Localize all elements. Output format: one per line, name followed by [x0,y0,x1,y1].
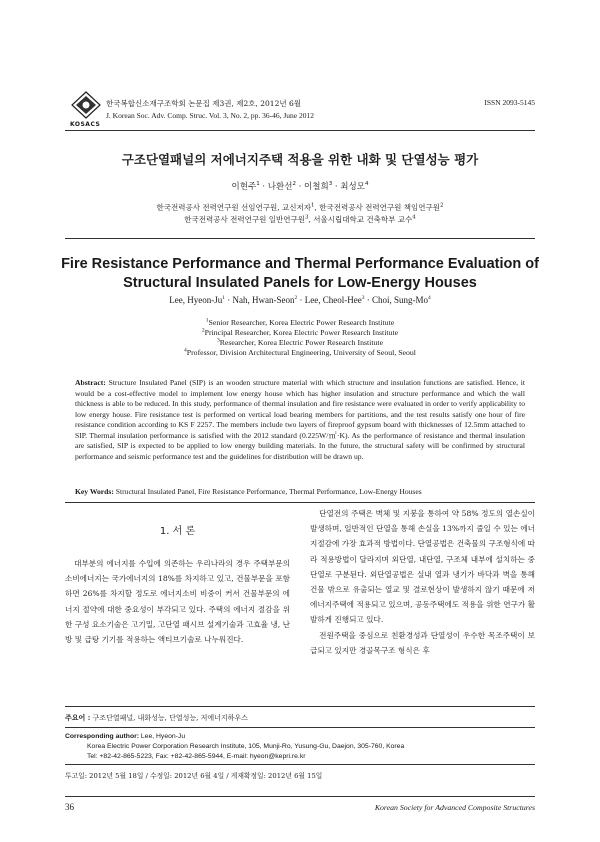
right-paragraph-1: 단열전의 주택은 벽체 및 지붕을 통하여 약 58% 정도의 열손실이 발생하며, 일반적인 단열을 통해 손실을 13%까지 줄일 수 있는 에너지절감에 가장 효과적 방법이다. 단열공법은 건축물의 구조형식에 따라 적용방법이 달라지며 외단열, 내단열, 구조체 내부에 설치하는 중단열로 구분된다. 외단열공법은 실내 열과 냉기가 바닥과 벽을 통해 건물 밖으로 유출되는 열교 및 결로현상이 발생하지 않기 때문에 저에너지주택에 적용되고 있으며, 공동주택에도 적용을 위한 연구가 활발하게 진행되고 있다. [310,509,535,625]
affiliation-en-1 [0,318,600,327]
corresponding-address: Korea Electric Power Corporation Research Institute, 105, Munji-Ro, Yusung-Gu, Daejon, 305-760, Korea [87,743,405,750]
author-ko-4: 최성모 [340,182,365,192]
corresponding-contact: Tel: +82-42-865-5223, Fax: +82-42-865-5944, E-mail: hyeon@kepri.re.kr [87,753,306,760]
authors-en: Lee, Hyeon-$Ju^1$ · Nah, Hwan-Seon$^2$ · Lee, Cheol-Hee$^3$ · Choi, Sung-Mo$^4$ [169,295,431,305]
author-ko-3-sup: 3 [328,181,333,188]
right-column [310,506,535,658]
aff-ko-2: , 한국전력공사 전력연구원 책임연구원 [314,203,440,212]
header-rule [65,130,535,131]
page-number: 36 [65,802,74,812]
right-paragraph-2: 전원주택을 중심으로 친환경성과 단열성이 우수한 목조주택이 보급되고 있지만 경골목구조 형식은 후 [310,630,535,655]
aff-ko-3-sup: 3 [304,214,309,221]
footer-journal: Korean Society for Advanced Composite Structures [374,803,535,812]
aff-en-2-sup: 2 [201,327,205,334]
author-ko-2-sup: 2 [292,181,296,188]
footnote-keywords-ko [65,713,248,723]
aff-ko-4-sup: 4 [412,214,416,221]
author-en-2-sup: 2 [294,295,298,301]
kosacs-logo-icon [71,91,101,119]
affiliations-ko-line1 [0,202,600,213]
affiliation-en-2 [0,328,600,337]
author-ko-1: 이현주 [231,182,257,192]
footnote-rule-3 [65,764,535,765]
section-1-title: 1. 서 론 [159,526,196,537]
corresponding-line-1 [65,732,535,742]
author-ko-1-sup: 1 [256,181,260,188]
footnote-rule [65,706,535,707]
footnote-keywords-label: 주요어 : [65,713,91,722]
author-en-1: Lee, Hyeon-Ju [169,295,223,305]
abstract [75,378,525,462]
journal-name-ko: 한국복합신소재구조학회 논문집 제3권, 제2호, 2012년 6월 [106,99,301,108]
title-en-line2: Structural Insulated Panels for Low-Energy Houses [123,275,477,291]
author-en-3-sup: 3 [361,295,365,301]
aff-ko-3: 한국전력공사 전력연구원 일반연구원 [184,215,305,224]
aff-en-1-text: Senior Researcher, Korea Electric Power Research Institute [208,318,395,327]
aff-en-4-text: Professor, Division Architectural Engineering, University of Seoul, Seoul [186,348,416,357]
left-paragraph-1: 대부분의 에너지를 수입에 의존하는 우리나라의 경우 주택부문의 소비에너지는 국가에너지의 18%를 차지하고 있고, 건물부문을 포함하면 26%를 차지할 정도로 에너지소비 비중이 커서 건물부문의 에너지 절약에 대한 중요성이 부각되고 있다. 주택의 에너지 절감을 위한 구성 요소기술은 고기밀, 고단열 패시브 설계기술과 고효율 냉, 난방 및 급탕 기기를 적용하는 액티브기술로 나누워진다. [65,559,290,645]
journal-name-en: J. Korean Soc. Adv. Comp. Struc. Vol. 3, No. 2, pp. 36-46, June 2012 [106,111,314,120]
submission-dates: 투고일: 2012년 5월 18일 / 수정일: 2012년 6월 4일 / 게재확정일: 2012년 6월 15일 [65,772,323,780]
aff-ko-1: 한국전력공사 전력연구원 선임연구원, 교신저자 [156,203,311,212]
author-en-4-sup: 4 [427,295,431,301]
aff-ko-2-sup: 2 [439,202,444,209]
corresponding-label: Corresponding author: [65,733,140,740]
title-en [0,255,600,293]
aff-en-3-sup: 3 [216,337,220,344]
abstract-text: Structure Insulated Panel (SIP) is an wooden structure material with which structure and insulation functions are satisfied. Hence, it would be a cost-effective model to implement low energy house which has higher insulation and structure performance and which the wall thickness is able to be reduced. In this study, performance of thermal insulation and fire resistance were evaluated in order to verify applicability to low energy house. Fire resistance test is performed on vertical load bearing members for partitions, and the test results satisfy one hour of fire resistance condition according to KS F 2257. The members include two layers of fireproof gypsum board with thicknesses of 12.5mm attached to SIP. Thermal insulation performance is satisfied with the 2012 standard (0.225W/㎡·K). As the performance of resistance and thermal insulation are satisfied, SIP is expected to be applied to low energy building materials. In the future, the structural safety will be confirmed by structural performance and seismic performance test and the guidelines for distribution will be drawn up. [75,378,525,461]
author-en-1-sup: 1 [222,295,225,301]
issn: ISSN 2093-5145 [484,98,535,107]
author-ko-3: 이철희 [304,182,329,192]
aff-ko-4: , 서울시립대학교 건축학부 교수 [308,215,413,224]
aff-en-3-text: Researcher, Korea Electric Power Research Institute [219,338,384,347]
abstract-label: Abstract: [75,378,106,387]
abstract-rule [65,502,535,503]
title-rule [65,238,535,239]
affiliation-en-3 [0,338,600,347]
keywords [75,487,525,496]
author-ko-2: 나환선 [267,182,293,192]
keywords-label: Key Words: [75,487,114,496]
title-en-line1: Fire Resistance Performance and Thermal Performance Evaluation of [61,256,539,272]
affiliations-ko-line2 [0,214,600,225]
author-en-4: Choi, Sung-Mo [371,295,428,305]
left-column [65,556,290,647]
corresponding-author [65,732,535,762]
aff-ko-1-sup: 1 [310,202,315,209]
aff-en-4-sup: 4 [184,347,187,354]
footer-rule [65,796,535,797]
affiliation-en-4 [0,348,600,357]
aff-en-2-text: Principal Researcher, Korea Electric Power Research Institute [204,328,399,337]
title-ko: 구조단열패널의 저에너지주택 적용을 위한 내화 및 단열성능 평가 [121,152,479,167]
author-en-3: Lee, Cheol-Hee [304,295,362,305]
author-ko-4-sup: 4 [364,181,369,188]
footnote-keywords-text: 구조단열패널, 내화성능, 단열성능, 저에너지하우스 [92,714,248,722]
footnote-rule-2 [65,727,535,728]
keywords-text: Structural Insulated Panel, Fire Resistance Performance, Thermal Performance, Low-Energy Houses [115,487,422,496]
author-en-2: Nah, Hwan-Seon [232,295,295,305]
aff-en-1-sup: 1 [205,317,209,324]
authors-ko: 이현주$^1$ · 나환선$^2$ · 이철희$^3$ · 최성모$^4$ [231,181,369,192]
logo-text: KOSACS [70,121,101,128]
corresponding-name: Lee, Hyeon-Ju [140,733,186,740]
